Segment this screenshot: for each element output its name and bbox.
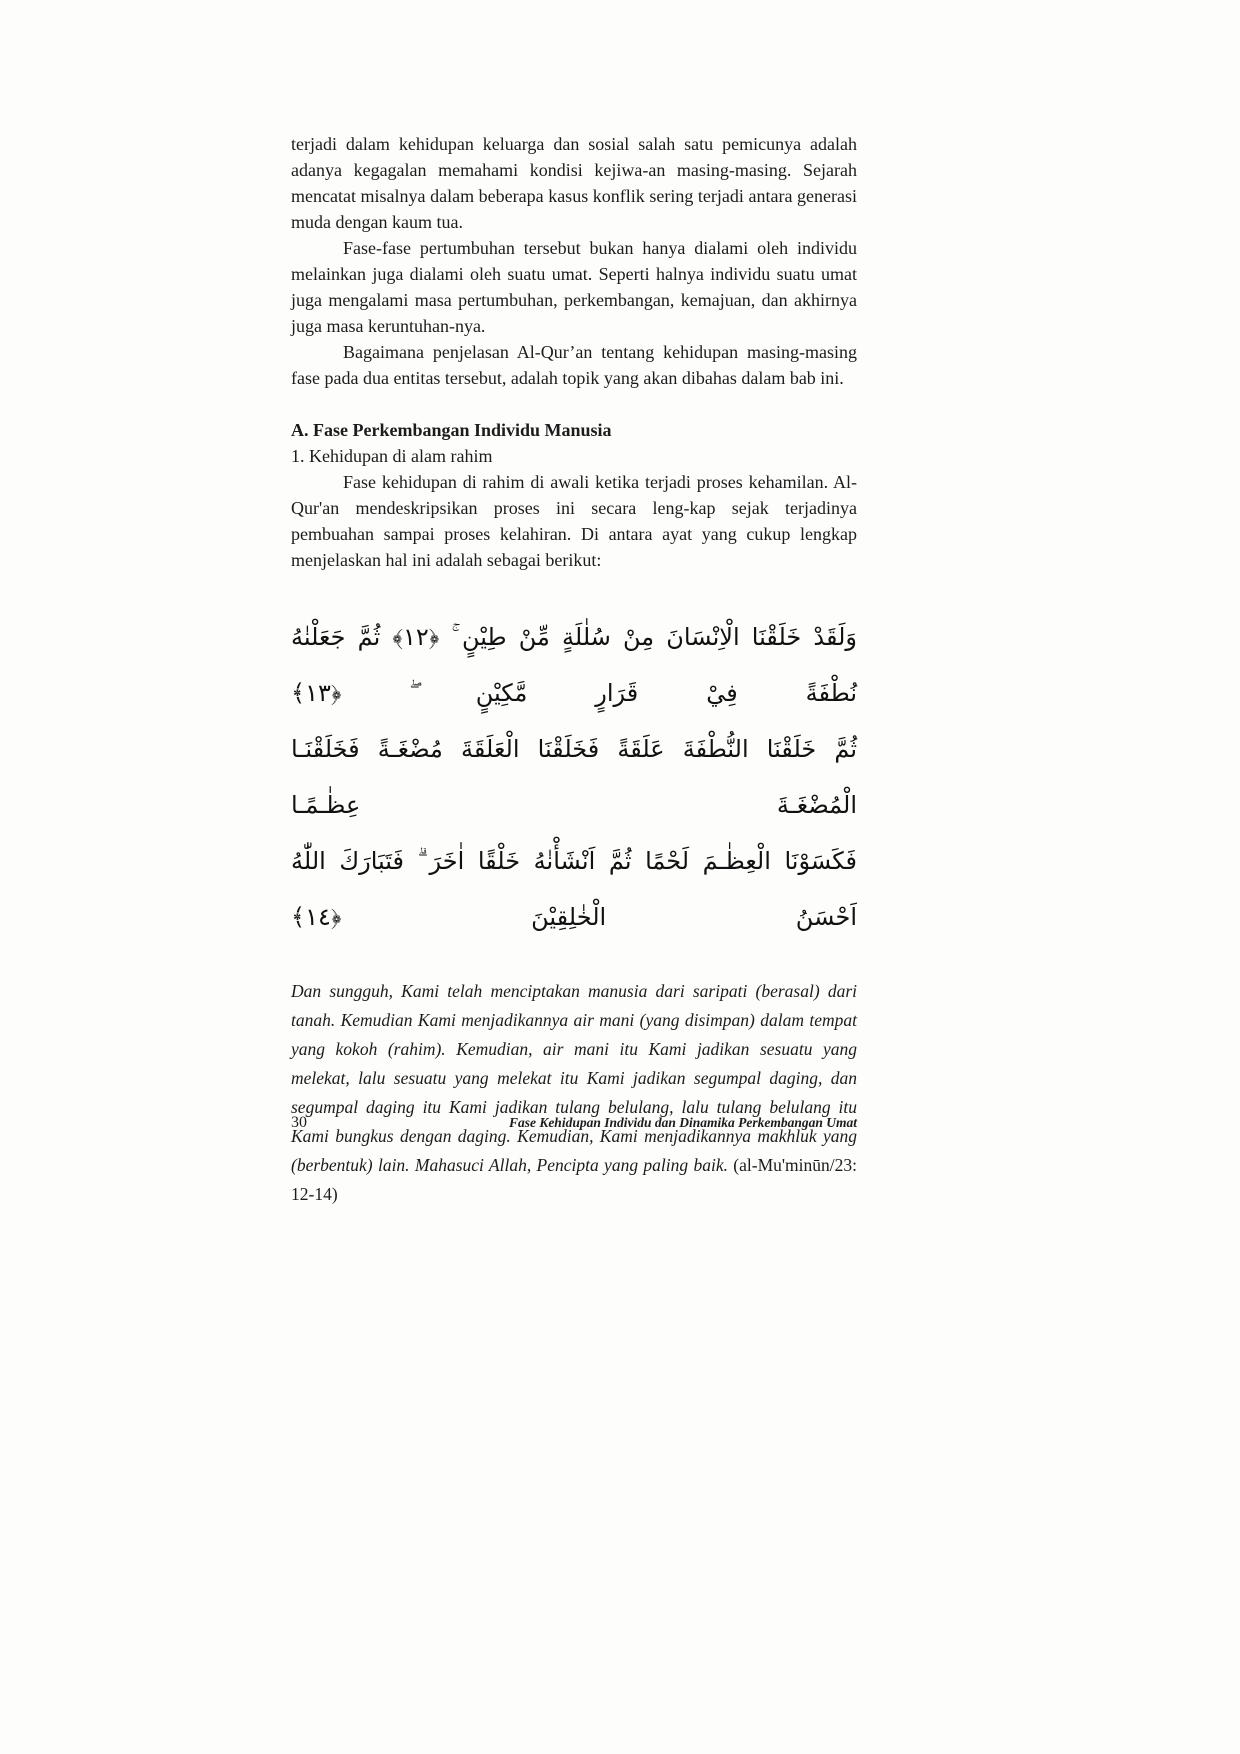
paragraph-continuation: terjadi dalam kehidupan keluarga dan sosial salah satu pemicunya adalah adanya kegagalan memahami kondisi kejiwa-an masing-masing. Sejarah mencatat misalnya dalam beberapa kasus konflik sering terjadi antara generasi muda dengan kaum tua. xyxy=(291,134,857,232)
page-number: 30 xyxy=(291,1114,307,1131)
paragraph: Bagaimana penjelasan Al-Qur’an tentang kehidupan masing-masing fase pada dua entitas tersebut, adalah topik yang akan dibahas dalam bab ini. xyxy=(291,342,857,388)
paragraph: Fase-fase pertumbuhan tersebut bukan hanya dialami oleh individu melainkan juga dialami oleh suatu umat. Seperti halnya individu suatu umat juga mengalami masa pertumbuhan, perkembangan, kemajuan, dan akhirnya juga masa keruntuhan-nya. xyxy=(291,238,857,336)
section-heading: A. Fase Perkembangan Individu Manusia xyxy=(291,420,612,440)
arabic-line: وَلَقَدْ خَلَقْنَا الْاِنْسَانَ مِنْ سُلٰلَةٍ مِّنْ طِيْنٍ ۚ ﴿١٢﴾ ثُمَّ جَعَلْنٰهُ نُطْفَةً فِيْ قَرَارٍ مَّكِيْنٍ ۖ ﴿١٣﴾ xyxy=(291,623,857,707)
quran-arabic-text xyxy=(291,609,857,945)
paragraph: Fase kehidupan di rahim di awali ketika terjadi proses kehamilan. Al-Qur'an mendeskripsikan proses ini secara leng-kap sejak terjadinya pembuahan sampai proses kelahiran. Di antara ayat yang cukup lengkap menjelaskan hal ini adalah sebagai berikut: xyxy=(291,472,857,570)
running-footer-title: Fase Kehidupan Individu dan Dinamika Perkembangan Umat xyxy=(508,1115,857,1130)
verse-citation: (al-Mu'minūn/23: 12-14) xyxy=(291,1155,857,1204)
page-footer xyxy=(291,1114,857,1132)
translation-text: Dan sungguh, Kami telah menciptakan manusia dari saripati (berasal) dari tanah. Kemudian Kami menjadikannya air mani (yang disimpan) dalam tempat yang kokoh (rahim). Kemudian, air mani itu Kami jadikan sesuatu yang melekat, lalu sesuatu yang melekat itu Kami jadikan segumpal daging, dan segumpal daging itu Kami jadikan tulang belulang, lalu tulang belulang itu Kami bungkus dengan daging. Kemudian, Kami menjadikannya makhluk yang (berbentuk) lain. Mahasuci Allah, Pencipta yang paling baik. xyxy=(291,981,857,1175)
book-page-content xyxy=(291,131,857,1209)
arabic-line: ثُمَّ خَلَقْنَا النُّطْفَةَ عَلَقَةً فَخَلَقْنَا الْعَلَقَةَ مُضْغَـةً فَخَلَقْنَـا الْمُضْغَـةَ عِظٰـمًـا xyxy=(291,735,857,819)
arabic-line: فَكَسَوْنَا الْعِظٰـمَ لَحْمًا ثُمَّ اَنْشَأْنٰهُ خَلْقًا اٰخَرَ ۗ فَتَبَارَكَ اللّٰهُ اَحْسَنُ الْخٰلِقِيْنَ ﴿١٤﴾ xyxy=(291,847,857,931)
numbered-subheading: 1. Kehidupan di alam rahim xyxy=(291,446,493,466)
quran-translation xyxy=(291,977,857,1209)
